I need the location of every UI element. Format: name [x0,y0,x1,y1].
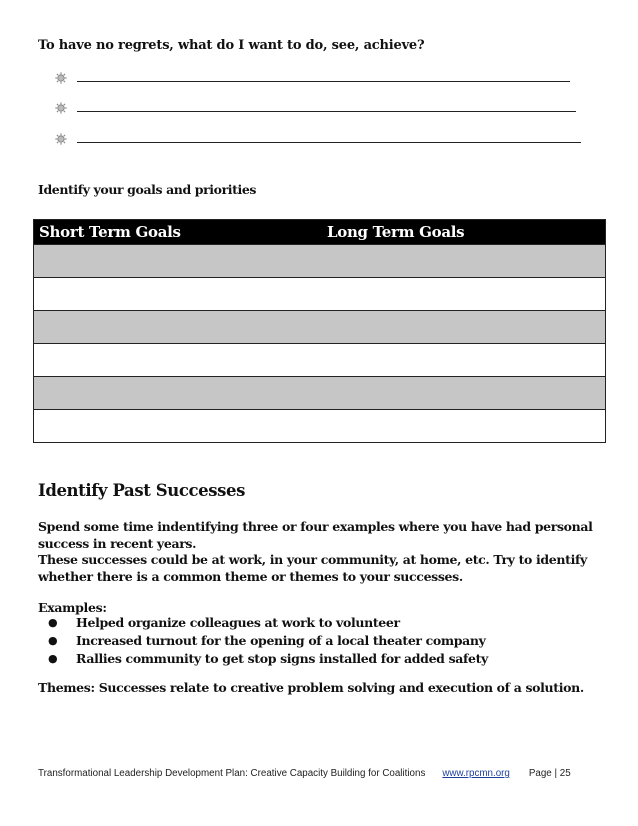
short-term-cell[interactable] [34,311,320,343]
short-term-cell[interactable] [34,377,320,409]
table-row [34,277,605,310]
examples-title: Examples: [38,600,107,615]
bullet-dot-icon: ● [48,634,58,647]
example-text: Rallies community to get stop signs installed for added safety [76,651,488,666]
bullet-dot-icon: ● [48,616,58,629]
table-row [34,409,605,442]
bullet-dot-icon: ● [48,652,58,665]
list-item [48,614,488,632]
regrets-question: To have no regrets, what do I want to do, see, achieve? [38,38,425,53]
list-item [48,632,488,650]
page-footer [38,768,598,779]
intro-paragraph: Spend some time indentifying three or four examples where you have had personal success in recent years. [38,519,593,551]
blank-line [55,70,570,86]
long-term-cell[interactable] [320,377,606,409]
footer-text: Transformational Leadership Development Plan: Creative Capacity Building for Coalitions [38,768,426,779]
long-term-header: Long Term Goals [327,223,465,241]
short-term-cell[interactable] [34,344,320,376]
blank-line [55,100,576,116]
sun-bullet-icon [55,102,67,114]
list-item [48,650,488,668]
goals-table [33,219,606,443]
sun-bullet-icon [55,72,67,84]
short-term-cell[interactable] [34,278,320,310]
table-row [34,244,605,277]
table-row [34,310,605,343]
page-number: Page | 25 [528,768,571,779]
themes-statement: Themes: Successes relate to creative problem solving and execution of a solution. [38,680,584,695]
past-successes-title: Identify Past Successes [38,481,246,500]
footer-link[interactable]: www.rpcmn.org [442,768,510,779]
short-term-cell[interactable] [34,245,320,277]
intro-paragraph: These successes could be at work, in your community, at home, etc. Try to identify whether there is a common theme or themes to your successes. [38,552,587,584]
examples-list [48,614,488,668]
sun-bullet-icon [55,133,67,145]
long-term-cell[interactable] [320,278,606,310]
short-term-header: Short Term Goals [39,223,181,241]
table-row [34,376,605,409]
long-term-cell[interactable] [320,311,606,343]
short-term-cell[interactable] [34,410,320,442]
past-successes-intro [38,519,598,585]
table-row [34,343,605,376]
goals-header-row [34,220,605,244]
example-text: Helped organize colleagues at work to volunteer [76,615,400,630]
long-term-cell[interactable] [320,344,606,376]
long-term-cell[interactable] [320,410,606,442]
blank-line [55,131,581,147]
example-text: Increased turnout for the opening of a local theater company [76,633,486,648]
long-term-cell[interactable] [320,245,606,277]
goals-title: Identify your goals and priorities [38,182,257,197]
